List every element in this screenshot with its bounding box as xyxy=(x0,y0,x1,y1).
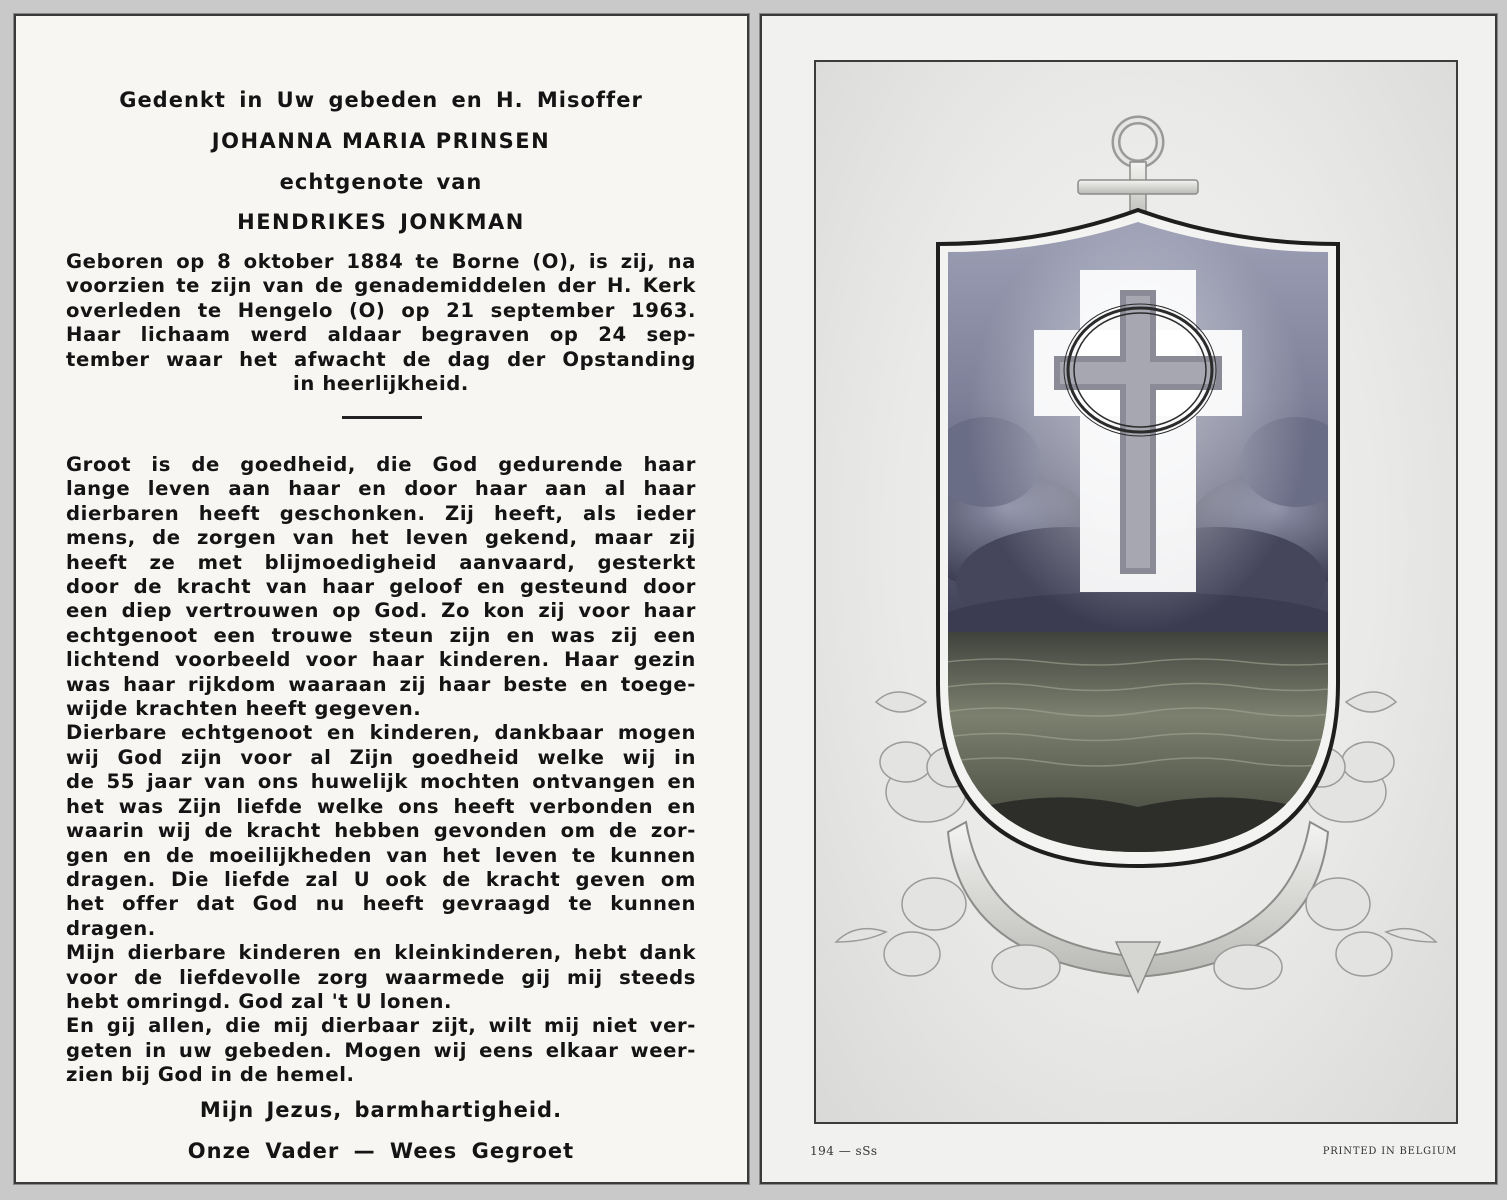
text-line: Mijn dierbare kinderen en kleinkinderen, hebt dank xyxy=(66,941,696,965)
memorial-card-text-side xyxy=(14,14,749,1184)
text-line: waarin wij de kracht hebben gevonden om de zor- xyxy=(66,819,696,843)
text-line: Haar lichaam werd aldaar begraven op 24 sep- xyxy=(66,323,696,347)
printed-in-label: PRINTED IN BELGIUM xyxy=(1322,1146,1457,1157)
text-line: dierbaren heeft geschonken. Zij heeft, als ieder xyxy=(66,501,696,525)
text-line: door de kracht van haar geloof en gesteund door xyxy=(66,575,696,599)
section-divider xyxy=(342,416,422,419)
text-line: wij God zijn voor al Zijn goedheid welke wij in xyxy=(66,745,696,769)
text-line: En gij allen, die mij dierbaar zijt, wilt mij niet ver- xyxy=(66,1014,696,1038)
text-line: een diep vertrouwen op God. Zo kon zij voor haar xyxy=(66,599,696,623)
print-code: 194 — sSs xyxy=(810,1144,878,1158)
prayer-line-2: Onze Vader — Wees Gegroet xyxy=(187,1139,575,1163)
text-line: Groot is de goedheid, die God gedurende haar xyxy=(66,453,696,476)
memorial-illustration xyxy=(816,62,1456,1122)
text-line: dragen. Die liefde zal U ook de kracht geven om xyxy=(66,867,696,891)
text-line: wijde krachten heeft gegeven. xyxy=(66,697,422,721)
tribute-paragraph xyxy=(66,453,696,1088)
text-line: gen en de moeilijkheden van het leven te kunnen xyxy=(66,843,696,867)
text-line: in heerlijkheid. xyxy=(293,372,469,396)
text-line: zien bij God in de hemel. xyxy=(66,1063,355,1087)
intro-line: Gedenkt in Uw gebeden en H. Misoffer xyxy=(119,88,643,112)
spouse-of-label: echtgenote van xyxy=(279,170,483,194)
text-line: heeft ze met blijmoedigheid aanvaard, gesterkt xyxy=(66,550,696,574)
text-line: Geboren op 8 oktober 1884 te Borne (O), is zij, na xyxy=(66,250,696,273)
prayer-line-1: Mijn Jezus, barmhartigheid. xyxy=(199,1098,563,1122)
text-line: Dierbare echtgenoot en kinderen, dankbaar mogen xyxy=(66,721,696,745)
text-line: geten in uw gebeden. Mogen wij eens elkaar weer- xyxy=(66,1038,696,1062)
text-line: mens, de zorgen van het leven gekend, maar zij xyxy=(66,526,696,550)
text-line: dragen. xyxy=(66,916,156,940)
spouse-name: HENDRIKES JONKMAN xyxy=(237,210,525,234)
image-frame xyxy=(814,60,1458,1124)
text-line: voorzien te zijn van de genademiddelen der H. Kerk xyxy=(66,274,696,298)
deceased-name: JOHANNA MARIA PRINSEN xyxy=(211,129,551,153)
text-line: het offer dat God nu heeft gevraagd te kunnen xyxy=(66,892,696,916)
text-line: overleden te Hengelo (O) op 21 september 1963. xyxy=(66,298,696,322)
birth-death-paragraph xyxy=(66,250,696,396)
text-line: lange leven aan haar en door haar aan al haar xyxy=(66,477,696,501)
text-line: echtgenoot een trouwe steun zijn en was zij een xyxy=(66,623,696,647)
text-line: de 55 jaar van ons huwelijk mochten ontvangen en xyxy=(66,770,696,794)
text-line: lichtend voorbeeld voor haar kinderen. Haar gezin xyxy=(66,648,696,672)
text-line: tember waar het afwacht de dag der Opstanding xyxy=(66,347,696,371)
text-line: voor de liefdevolle zorg waarmede gij mij steeds xyxy=(66,965,696,989)
text-line: het was Zijn liefde welke ons heeft verbonden en xyxy=(66,794,696,818)
memorial-card-image-side xyxy=(760,14,1497,1184)
text-line: hebt omringd. God zal 't U lonen. xyxy=(66,989,453,1013)
text-line: was haar rijkdom waaraan zij haar beste en toege- xyxy=(66,672,696,696)
